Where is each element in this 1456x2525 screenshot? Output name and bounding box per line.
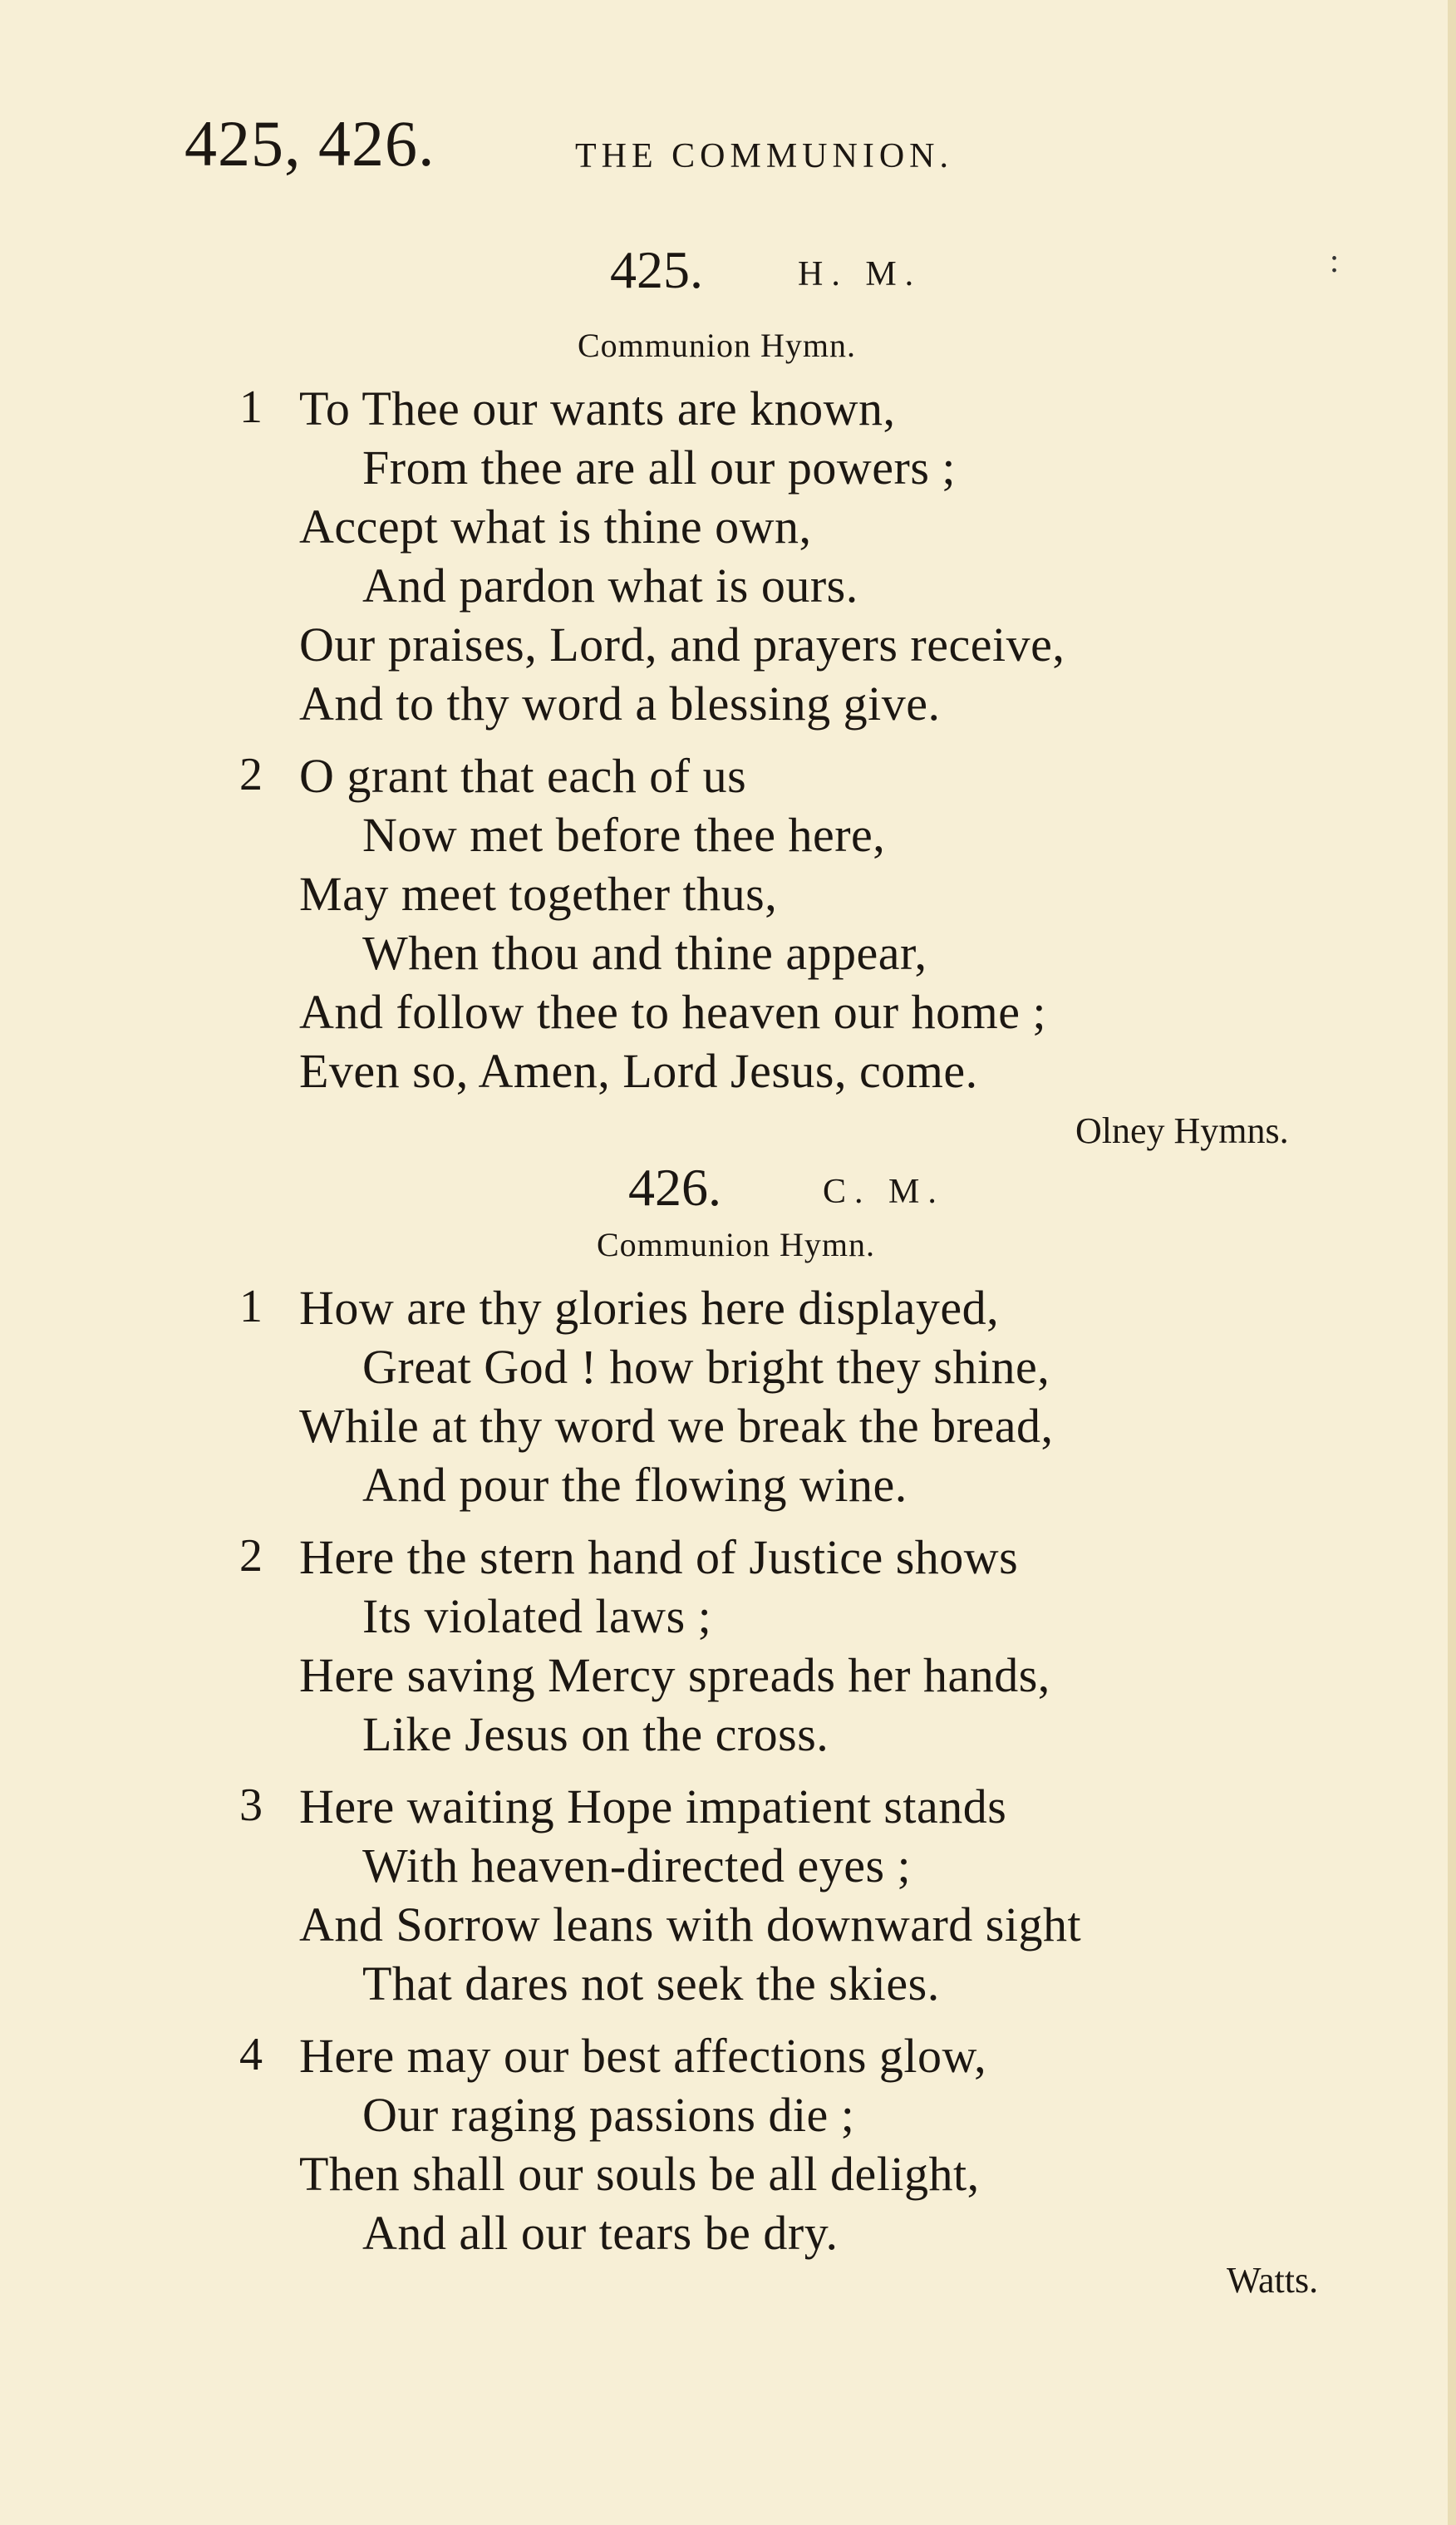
verse-line: To Thee our wants are known, <box>299 381 896 436</box>
verse-line: And follow thee to heaven our home ; <box>299 985 1047 1039</box>
verse-line: That dares not seek the skies. <box>362 1957 940 2011</box>
verse-number: 1 <box>239 1281 263 1332</box>
hymn-number: 426. <box>628 1158 721 1217</box>
verse-line: When thou and thine appear, <box>362 926 927 980</box>
page-numbers: 425, 426. <box>184 107 435 180</box>
verse-line: And pardon what is ours. <box>362 559 858 613</box>
verse-line: Even so, Amen, Lord Jesus, come. <box>299 1044 978 1098</box>
verse-line: Our praises, Lord, and prayers receive, <box>299 618 1065 672</box>
stray-mark: : <box>1330 242 1340 279</box>
running-title: THE COMMUNION. <box>575 137 953 175</box>
verse-number: 1 <box>239 381 263 433</box>
verse-line: Here waiting Hope impatient stands <box>299 1779 1007 1833</box>
verse-line: May meet together thus, <box>299 867 778 921</box>
verse-line: With heaven-directed eyes ; <box>362 1838 912 1893</box>
verse-line: How are thy glories here displayed, <box>299 1281 1000 1335</box>
verse-line: Great God ! how bright they shine, <box>362 1340 1050 1394</box>
verse-line: Its violated laws ; <box>362 1589 712 1643</box>
verse-line: Our raging passions die ; <box>362 2088 855 2142</box>
verse-number: 3 <box>239 1779 263 1831</box>
hymn-meter: H. M. <box>798 255 922 293</box>
verse-line: O grant that each of us <box>299 749 747 803</box>
running-head <box>184 106 1265 181</box>
verse-line: And to thy word a blessing give. <box>299 677 941 731</box>
hymn-subtitle: Communion Hymn. <box>578 327 857 364</box>
verse-line: While at thy word we break the bread, <box>299 1399 1054 1453</box>
hymn-meter: C. M. <box>823 1173 945 1211</box>
verse-number: 2 <box>239 1530 263 1582</box>
hymn-number: 425. <box>610 240 703 299</box>
verse-line: And all our tears be dry. <box>362 2206 839 2260</box>
verse-line: Here may our best affections glow, <box>299 2029 987 2083</box>
verse-line: Like Jesus on the cross. <box>362 1707 829 1761</box>
verse-line: And pour the flowing wine. <box>362 1458 908 1512</box>
verse-line: From thee are all our powers ; <box>362 441 957 495</box>
hymn-subtitle: Communion Hymn. <box>597 1226 876 1263</box>
verse-line: Here the stern hand of Justice shows <box>299 1530 1019 1584</box>
hymn-attribution: Olney Hymns. <box>1075 1110 1289 1151</box>
verse-line: Here saving Mercy spreads her hands, <box>299 1648 1050 1702</box>
verse-line: Then shall our souls be all delight, <box>299 2147 980 2201</box>
verse-number: 2 <box>239 749 263 800</box>
hymn-attribution: Watts. <box>1227 2260 1319 2301</box>
page-edge <box>1448 0 1456 2525</box>
verse-line: And Sorrow leans with downward sight <box>299 1897 1082 1952</box>
verse-number: 4 <box>239 2029 263 2080</box>
verse-line: Now met before thee here, <box>362 808 886 862</box>
verse-line: Accept what is thine own, <box>299 500 812 554</box>
